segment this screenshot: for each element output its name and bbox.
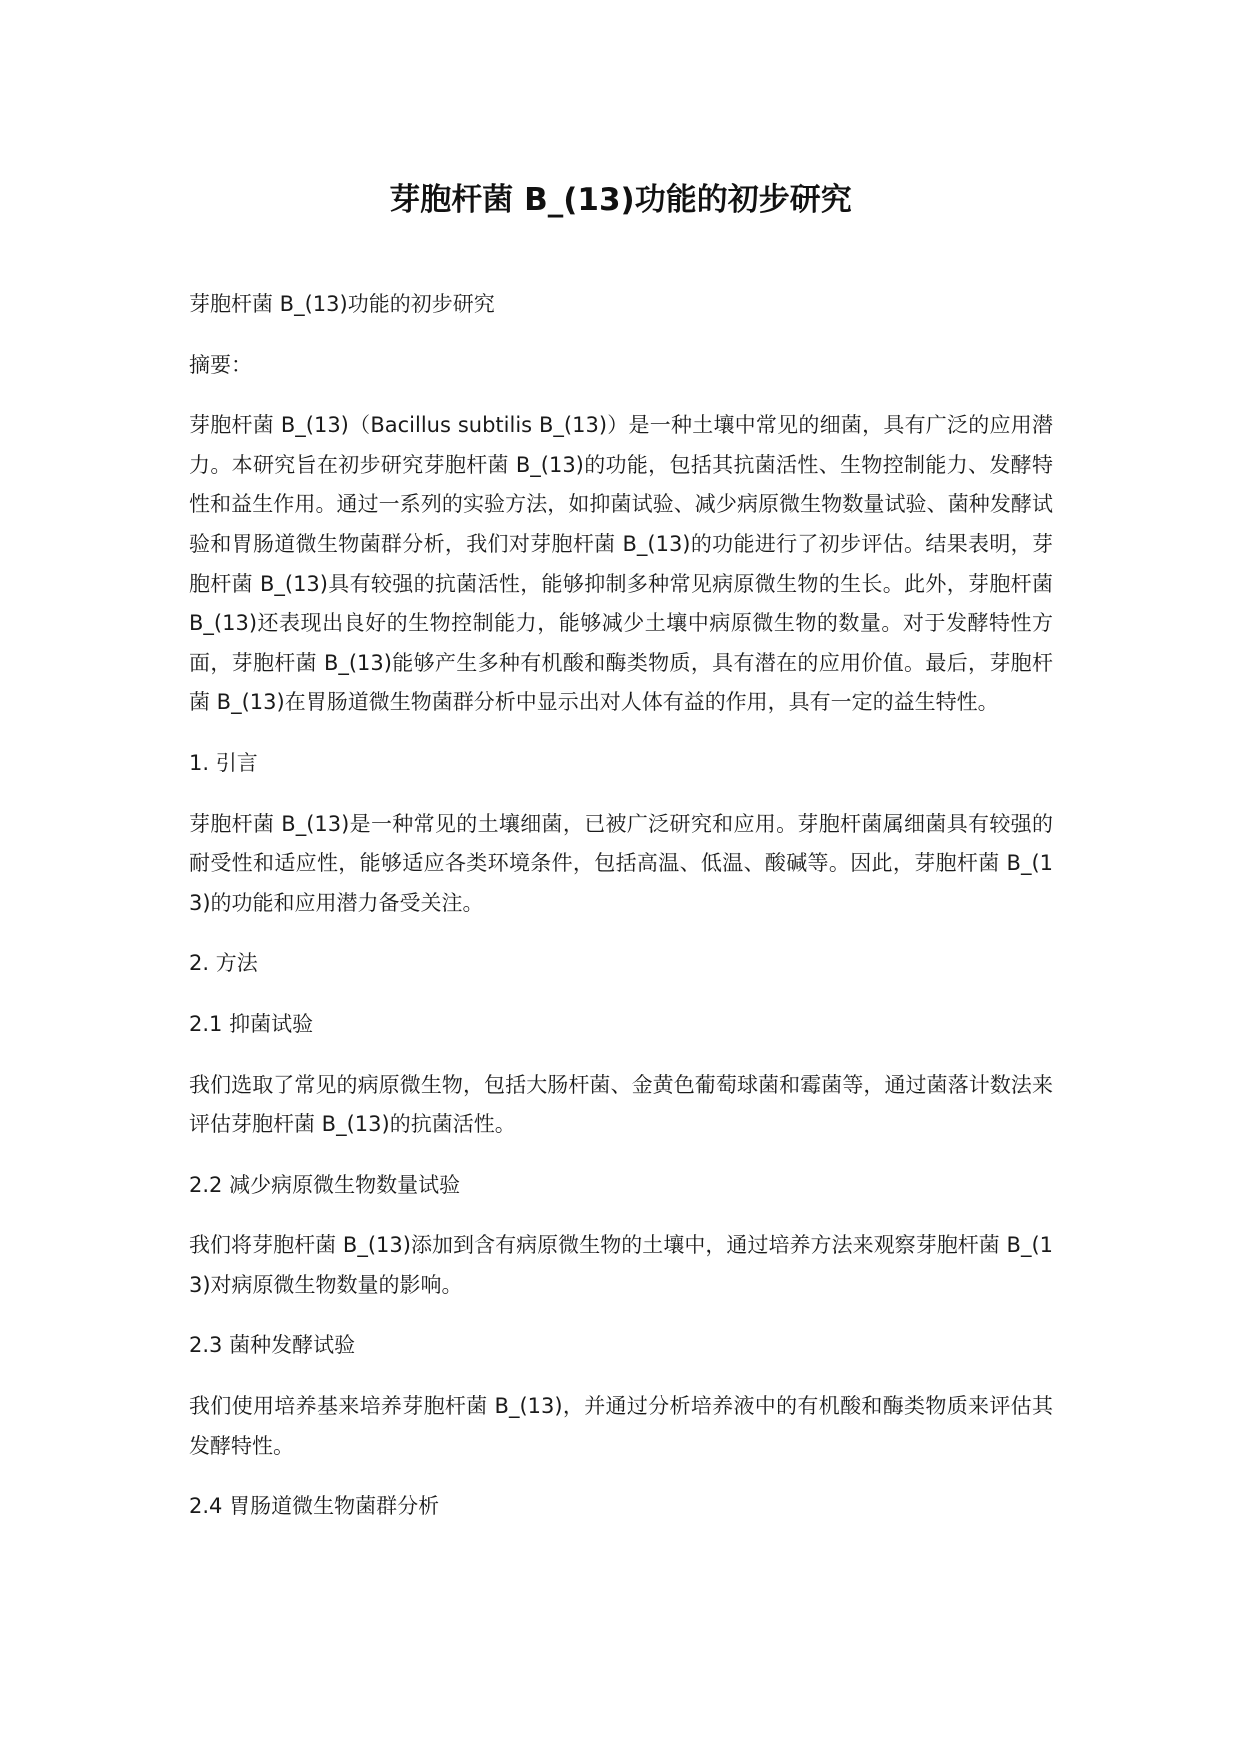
abstract-paragraph: 芽胞杆菌 B_(13)（Bacillus subtilis B_(13)）是一种土壤中常见的细菌，具有广泛的应用潜力。本研究旨在初步研究芽胞杆菌 B_(13)的功能，包括其抗菌活性、生物控制能力、发酵特性和益生作用。通过一系列的实验方法，如抑菌试验、减少病原微生物数量试验、菌种发酵试验和胃肠道微生物菌群分析，我们对芽胞杆菌 B_(13)的功能进行了初步评估。结果表明，芽胞杆菌 B_(13)具有较强的抗菌活性，能够抑制多种常见病原微生物的生长。此外，芽胞杆菌 B_(13)还表现出良好的生物控制能力，能够减少土壤中病原微生物的数量。对于发酵特性方面，芽胞杆菌 B_(13)能够产生多种有机酸和酶类物质，具有潜在的应用价值。最后，芽胞杆菌 B_(13)在胃肠道微生物菌群分析中显示出对人体有益的作用，具有一定的益生特性。 (189, 413, 1053, 715)
introduction-paragraph: 芽胞杆菌 B_(13)是一种常见的土壤细菌，已被广泛研究和应用。芽胞杆菌属细菌具有较强的耐受性和适应性，能够适应各类环境条件，包括高温、低温、酸碱等。因此，芽胞杆菌 B_(13)的功能和应用潜力备受关注。 (189, 811, 1053, 915)
section-heading-introduction: 1. 引言 (189, 750, 258, 775)
subsection-heading-antibacterial-test: 2.1 抑菌试验 (189, 1011, 314, 1036)
document-title: 芽胞杆菌 B_(13)功能的初步研究 (389, 182, 852, 218)
document-subtitle: 芽胞杆菌 B_(13)功能的初步研究 (189, 292, 495, 316)
antibacterial-test-paragraph: 我们选取了常见的病原微生物，包括大肠杆菌、金黄色葡萄球菌和霉菌等，通过菌落计数法来评估芽胞杆菌 B_(13)的抗菌活性。 (189, 1072, 1053, 1137)
section-heading-methods: 2. 方法 (189, 951, 258, 976)
subsection-heading-pathogen-reduction-test: 2.2 减少病原微生物数量试验 (189, 1172, 461, 1197)
pathogen-reduction-test-paragraph: 我们将芽胞杆菌 B_(13)添加到含有病原微生物的土壤中，通过培养方法来观察芽胞杆菌 B_(13)对病原微生物数量的影响。 (189, 1233, 1053, 1297)
subsection-heading-fermentation-test: 2.3 菌种发酵试验 (189, 1333, 356, 1358)
subsection-heading-gut-microbiota-analysis: 2.4 胃肠道微生物菌群分析 (189, 1494, 440, 1519)
document-body (189, 285, 1053, 1548)
fermentation-test-paragraph: 我们使用培养基来培养芽胞杆菌 B_(13)，并通过分析培养液中的有机酸和酶类物质来评估其发酵特性。 (189, 1394, 1053, 1458)
abstract-label: 摘要： (189, 352, 252, 377)
